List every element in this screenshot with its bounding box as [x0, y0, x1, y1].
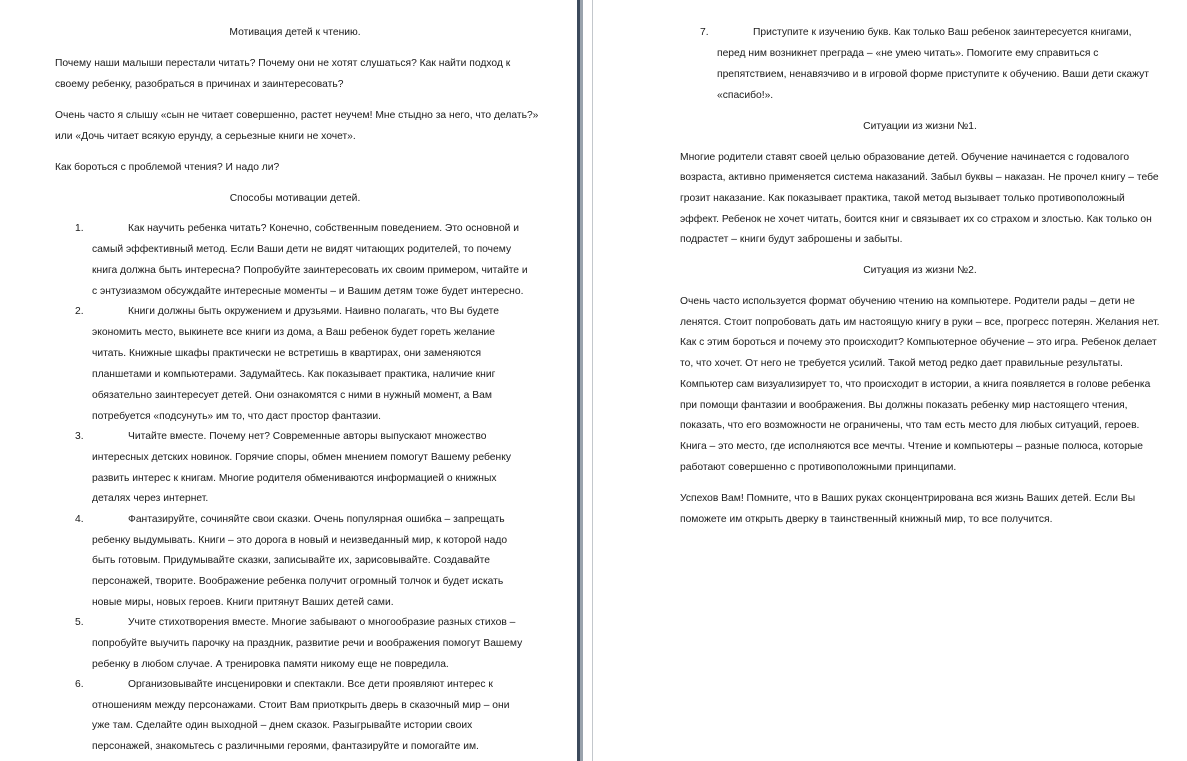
- quote-line-1: Очень часто я слышу «сын не читает совершенно, растет неучем! Мне стыдно за него, что делать?»: [55, 110, 539, 121]
- page-title: Мотивация детей к чтению.: [229, 27, 361, 38]
- list-item-line: самый эффективный метод. Если Ваши дети не видят читающих родителей, то почему: [92, 244, 512, 255]
- list-item-line: книга должна быть интересна? Попробуйте заинтересовать их своим примером, читайте и: [92, 265, 528, 276]
- intro-line-1: Почему наши малыши перестали читать? Почему они не хотят слушаться? Как найти подход к: [55, 58, 511, 69]
- list-item-line: интересных детских новинок. Горячие споры, обмен мнением помогут Вашему ребенку: [92, 452, 511, 463]
- situation-2-heading: Ситуация из жизни №2.: [863, 265, 977, 276]
- closing-line: Успехов Вам! Помните, что в Ваших руках сконцентрирована вся жизнь Ваших детей. Если Вы: [680, 493, 1136, 504]
- list-item-line: Учите стихотворения вместе. Многие забывают о многообразие разных стихов –: [128, 617, 516, 628]
- quote-line-2: или «Дочь читает всякую ерунду, а серьезные книги не хочет».: [55, 131, 356, 142]
- list-item-number: 7.: [700, 27, 709, 38]
- list-item-line: новые миры, новых героев. Книги притянут Ваших детей сами.: [92, 597, 394, 608]
- list-item-line: перед ним возникнет преграда – «не умею читать». Помогите ему справиться с: [717, 48, 1099, 59]
- list-item-line: развить интерес к книгам. Многие родителя обмениваются информацией о книжных: [92, 473, 497, 484]
- list-item-line: уже там. Сделайте один выходной – днем сказок. Разыгрывайте истории своих: [92, 720, 473, 731]
- list-item-line: Фантазируйте, сочиняйте свои сказки. Очень популярная ошибка – запрещать: [128, 514, 505, 525]
- list-item-number: 4.: [75, 514, 84, 525]
- list-item-line: деталях через интернет.: [92, 493, 209, 504]
- list-item-line: Читайте вместе. Почему нет? Современные авторы выпускают множество: [128, 431, 487, 442]
- document-page-right: [593, 0, 1187, 761]
- paragraph-line: при помощи фантазии и воображения. Вы должны показать ребенку мир настоящего чтения,: [680, 400, 1128, 411]
- list-item-line: обязательно заинтересует детей. Они ознакомятся с ними в нужный момент, а Вам: [92, 390, 492, 401]
- paragraph-line: Многие родители ставят своей целью образование детей. Обучение начинается с годовалого: [680, 152, 1130, 163]
- document-page-left: [0, 0, 577, 761]
- list-item-number: 6.: [75, 679, 84, 690]
- list-item-line: быть готовым. Придумывайте сказки, записывайте их, зарисовывайте. Создавайте: [92, 555, 490, 566]
- page-edge-shadow: [580, 0, 583, 761]
- list-item-number: 5.: [75, 617, 84, 628]
- paragraph-line: подрастет – книги будут заброшены и забыты.: [680, 234, 903, 245]
- list-item-line: Как научить ребенка читать? Конечно, собственным поведением. Это основной и: [128, 223, 520, 234]
- list-item-line: экономить место, выкинете все книги из дома, а Ваш ребенок будет гореть желание: [92, 327, 496, 338]
- methods-heading: Способы мотивации детей.: [229, 193, 361, 204]
- paragraph-line: Как с этим бороться и почему это происходит? Компьютерное обучение – это игра. Ребенок делает: [680, 337, 1157, 348]
- list-item-line: планшетами и компьютерами. Задумайтесь. Как показывает практика, наличие книг: [92, 369, 496, 380]
- paragraph-line: ленятся. Стоит попробовать дать им настоящую книгу в руки – все, прогресс потерян. Желания нет.: [680, 317, 1160, 328]
- list-item-line: попробуйте выучить парочку на праздник, развитие речи и воображения помогут Вашему: [92, 638, 523, 649]
- list-item-number: 3.: [75, 431, 84, 442]
- list-item-line: ребенку в любом случае. А тренировка памяти никому еще не повредила.: [92, 659, 449, 670]
- list-item-line: отношениям между персонажами. Стоит Вам приоткрыть дверь в сказочный мир – они: [92, 700, 510, 711]
- question-line: Как бороться с проблемой чтения? И надо ли?: [55, 162, 280, 173]
- paragraph-line: возраста, активно применяется система наказаний. Забыл буквы – наказан. Не прочел книгу – тебе: [680, 172, 1159, 183]
- paragraph-line: грозит наказание. Как показывает практика, такой метод вызывает только противоположный: [680, 193, 1125, 204]
- list-item-line: ребенку выдумывать. Книги – это дорога в новый и неизведанный мир, к которой надо: [92, 535, 508, 546]
- paragraph-line: работают совершенно с противоположными принципами.: [680, 462, 957, 473]
- paragraph-line: эффект. Ребенок не хочет читать, боится книг и связывает их со страхом и злостью. Как только он: [680, 214, 1152, 225]
- paragraph-line: Компьютер сам визуализирует то, что происходит в истории, а книга появляется в голове ребенка: [680, 379, 1151, 390]
- situation-1-heading: Ситуации из жизни №1.: [863, 121, 977, 132]
- paragraph-line: Очень часто используется формат обучению чтению на компьютере. Родители рады – дети не: [680, 296, 1135, 307]
- list-item-line: Организовывайте инсценировки и спектакли. Все дети проявляют интерес к: [128, 679, 493, 690]
- list-item-line: препятствием, ненавязчиво и в игровой форме приступите к обучению. Ваши дети скажут: [717, 69, 1150, 80]
- list-item-line: читать. Книжные шкафы практически не встретишь в квартирах, они заменяются: [92, 348, 482, 359]
- list-item-line: с энтузиазмом обсуждайте интересные моменты – и Вашим детям тоже будет интересно.: [92, 286, 524, 297]
- closing-line: поможете им открыть дверку в таинственный книжный мир, то все получится.: [680, 514, 1053, 525]
- list-item-number: 1.: [75, 223, 84, 234]
- paragraph-line: Книга – это место, где исполняются все мечты. Чтение и компьютеры – разные полюса, которые: [680, 441, 1143, 452]
- paragraph-line: показать, что его возможности не ограничены, что там есть место для любых ситуаций, героев.: [680, 420, 1140, 431]
- intro-line-2: своему ребенку, разобраться в причинах и заинтересовать?: [55, 79, 344, 90]
- list-item-line: персонажей, творите. Воображение ребенка получит огромный толчок и будет искать: [92, 576, 504, 587]
- list-item-line: Книги должны быть окружением и друзьями. Наивно полагать, что Вы будете: [128, 306, 499, 317]
- list-item-line: персонажей, знакомьтесь с различными героями, фантазируйте и помогайте им.: [92, 741, 479, 752]
- list-item-number: 2.: [75, 306, 84, 317]
- list-item-line: «спасибо!».: [717, 90, 774, 101]
- list-item-line: потребуется «подсунуть» им то, что даст простор фантазии.: [92, 411, 382, 422]
- paragraph-line: то, что хочет. От него не требуется усилий. Такой метод редко дает правильные результаты.: [680, 358, 1123, 369]
- list-item-line: Приступите к изучению букв. Как только Ваш ребенок заинтересуется книгами,: [753, 27, 1132, 38]
